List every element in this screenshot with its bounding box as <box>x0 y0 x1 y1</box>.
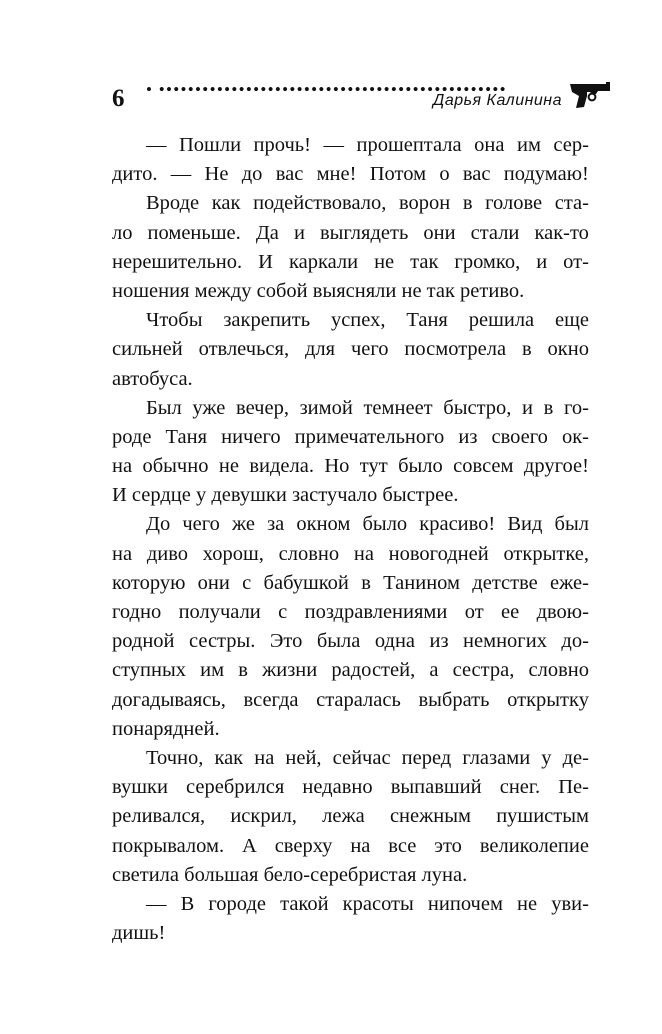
body-text <box>112 131 589 948</box>
text-line: реливался, искрил, лежа снежным пушистым <box>112 805 589 828</box>
text-line: догадываясь, всегда старалась выбрать открытку <box>112 688 589 711</box>
text-line: — Пошли прочь! — прошептала она им сер- <box>146 134 589 156</box>
text-line: ло поменьше. Да и выглядеть они стали как-то <box>112 221 589 244</box>
text-line: покрывалом. А сверху на все это великолепие <box>112 834 589 857</box>
text-line: дито. — Не до вас мне! Потом о вас подумаю! <box>112 163 589 186</box>
text-line: нерешительно. И каркали не так громко, и от- <box>112 250 589 273</box>
text-line: которую они с бабушкой в Танином детстве еже- <box>112 571 589 594</box>
dotted-rule: • •••••••••••••••••••••••••••••••••••••••••••••••• <box>146 84 507 96</box>
text-line: роде Таня ничего примечательного из своего ок- <box>112 425 589 448</box>
text-line: И сердце у девушки застучало быстрее. <box>112 484 459 507</box>
text-line: родной сестры. Это была одна из немногих до- <box>112 630 589 653</box>
running-header <box>112 80 612 116</box>
text-line: на обычно не видела. Но тут было совсем другое! <box>112 455 589 478</box>
text-line: Был уже вечер, зимой темнеет быстро, и в го- <box>146 396 589 419</box>
text-line: понарядней. <box>112 717 220 740</box>
text-line: До чего же за окном было красиво! Вид был <box>146 513 589 536</box>
revolver-icon <box>568 80 612 110</box>
text-line: автобуса. <box>112 367 193 390</box>
text-line: — В городе такой красоты нипочем не уви- <box>146 892 589 915</box>
text-line: сильней отвлечься, для чего посмотрела в окно <box>112 338 589 361</box>
text-line: дишь! <box>112 922 166 945</box>
text-line: ступных им в жизни радостей, а сестра, словно <box>112 659 589 682</box>
text-line: Вроде как подействовало, ворон в голове ста- <box>146 192 589 215</box>
author-name: Дарья Калинина <box>433 92 562 109</box>
text-line: на диво хорош, словно на новогодней открытке, <box>112 542 589 565</box>
text-line: светила большая бело-серебристая луна. <box>112 863 468 886</box>
text-line: годно получали с поздравлениями от ее двою- <box>112 601 589 623</box>
text-line: Точно, как на ней, сейчас перед глазами у де- <box>146 746 589 769</box>
page-number: 6 <box>112 85 125 112</box>
text-line: ношения между собой выясняли не так ретиво. <box>112 279 525 302</box>
text-line: вушки серебрился недавно выпавший снег. Пе- <box>112 776 589 799</box>
text-line: Чтобы закрепить успех, Таня решила еще <box>146 309 589 332</box>
